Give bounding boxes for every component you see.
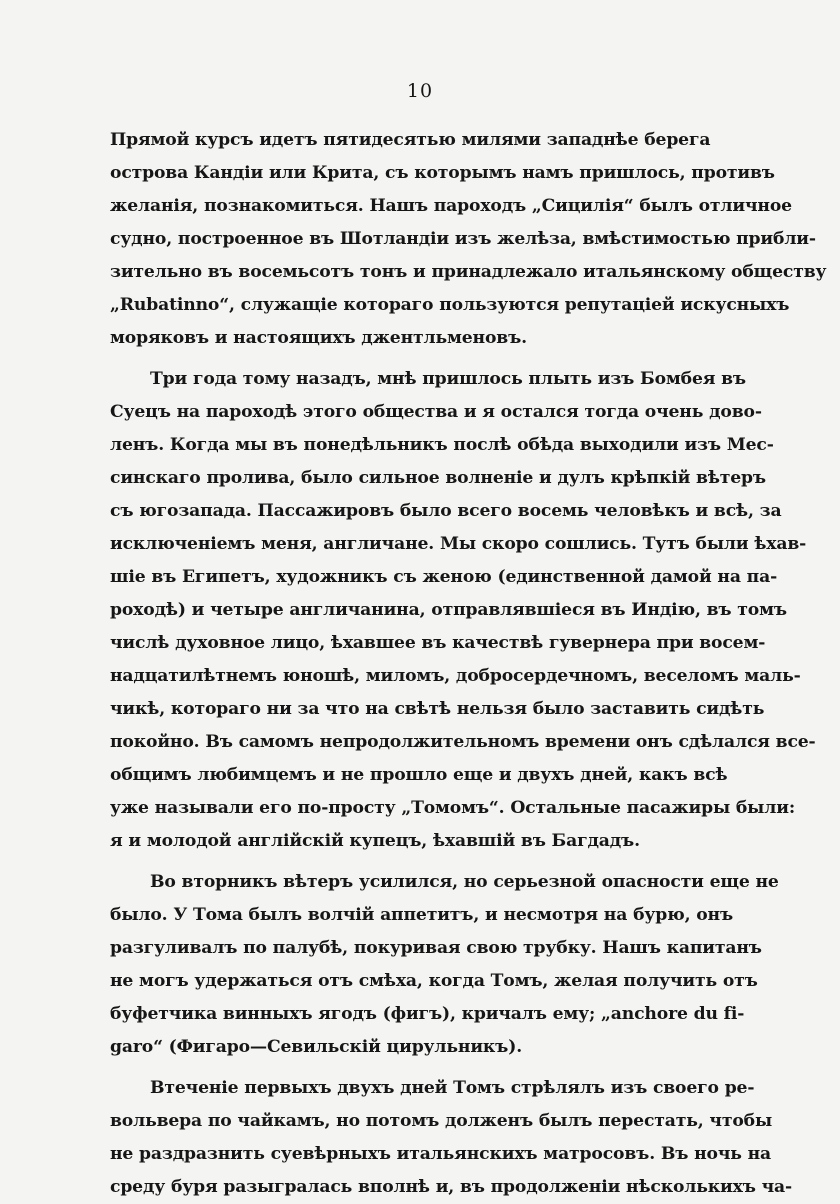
text-line: не могъ удержаться отъ смѣха, когда Томъ, желая получить отъ bbox=[110, 971, 758, 991]
text-line: моряковъ и настоящихъ джентльменовъ. bbox=[110, 328, 527, 348]
text-line: числѣ духовное лицо, ѣхавшее въ качествѣ гувернера при восем- bbox=[110, 633, 766, 653]
text-line: чикѣ, котораго ни за что на свѣтѣ нельзя было заставить сидѣть bbox=[110, 699, 765, 719]
text-line: garo“ (Фигаро—Севильскій цирульникъ). bbox=[110, 1037, 523, 1057]
text-line: не раздразнить суевѣрныхъ итальянскихъ матросовъ. Въ ночь на bbox=[110, 1144, 772, 1164]
text-line: буфетчика винныхъ ягодъ (фигъ), кричалъ ему; „anchore du fi- bbox=[110, 1004, 745, 1024]
text-line: общимъ любимцемъ и не прошло еще и двухъ дней, какъ всѣ bbox=[110, 765, 728, 785]
text-line: Суецъ на пароходѣ этого общества и я остался тогда очень дово- bbox=[110, 402, 762, 422]
paragraph-gap bbox=[110, 1064, 682, 1072]
text-line: острова Кандіи или Крита, съ которымъ намъ пришлось, противъ bbox=[110, 163, 775, 183]
text-line: Прямой курсъ идетъ пятидесятью милями западнѣе берега bbox=[110, 130, 711, 150]
text-line: роходѣ) и четыре англичанина, отправлявшіеся въ Индію, въ томъ bbox=[110, 600, 787, 620]
text-line: разгуливалъ по палубѣ, покуривая свою трубку. Нашъ капитанъ bbox=[110, 938, 762, 958]
text-line: Три года тому назадъ, мнѣ пришлось плыть изъ Бомбея въ bbox=[150, 369, 746, 389]
text-line: Во вторникъ вѣтеръ усилился, но серьезной опасности еще не bbox=[150, 872, 779, 892]
paragraph bbox=[110, 1072, 793, 1204]
text-line: исключеніемъ меня, англичане. Мы скоро сошлись. Тутъ были ѣхав- bbox=[110, 534, 807, 554]
paragraph-gap bbox=[110, 355, 682, 363]
text-line: съ югозапада. Пассажировъ было всего восемь человѣкъ и всѣ, за bbox=[110, 501, 782, 521]
text-line: уже называли его по-просту „Томомъ“. Остальные пасажиры были: bbox=[110, 798, 796, 818]
text-line: вольвера по чайкамъ, но потомъ долженъ былъ перестать, чтобы bbox=[110, 1111, 773, 1131]
text-line: Втеченіе первыхъ двухъ дней Томъ стрѣлялъ изъ своего ре- bbox=[150, 1078, 755, 1098]
paragraph-gap bbox=[110, 858, 682, 866]
body-text bbox=[110, 124, 827, 1204]
text-line: желанія, познакомиться. Нашъ пароходъ „Сицилія“ былъ отличное bbox=[110, 196, 792, 216]
text-line: шіе въ Египетъ, художникъ съ женою (единственной дамой на па- bbox=[110, 567, 778, 587]
text-line: покойно. Въ самомъ непродолжительномъ времени онъ сдѣлался все- bbox=[110, 732, 816, 752]
text-line: синскаго пролива, было сильное волненіе и дулъ крѣпкій вѣтеръ bbox=[110, 468, 766, 488]
text-line: надцатилѣтнемъ юношѣ, миломъ, добросердечномъ, веселомъ маль- bbox=[110, 666, 801, 686]
paragraph bbox=[110, 363, 816, 858]
page-number: 10 bbox=[406, 80, 434, 102]
text-line: зительно въ восемьсотъ тонъ и принадлежало итальянскому обществу bbox=[110, 262, 827, 282]
text-line: „Rubatinno“, служащіе котораго пользуются репутаціей искусныхъ bbox=[110, 295, 790, 315]
text-line: было. У Тома былъ волчій аппетитъ, и несмотря на бурю, онъ bbox=[110, 905, 734, 925]
paragraph bbox=[110, 866, 779, 1064]
text-line: ленъ. Когда мы въ понедѣльникъ послѣ обѣда выходили изъ Мес- bbox=[110, 435, 774, 455]
text-line: среду буря разыгралась вполнѣ и, въ продолженіи нѣсколькихъ ча- bbox=[110, 1177, 793, 1197]
paragraph bbox=[110, 124, 827, 355]
text-line: я и молодой англійскій купецъ, ѣхавшій въ Багдадъ. bbox=[110, 831, 640, 851]
text-line: судно, построенное въ Шотландіи изъ желѣза, вмѣстимостью прибли- bbox=[110, 229, 816, 249]
